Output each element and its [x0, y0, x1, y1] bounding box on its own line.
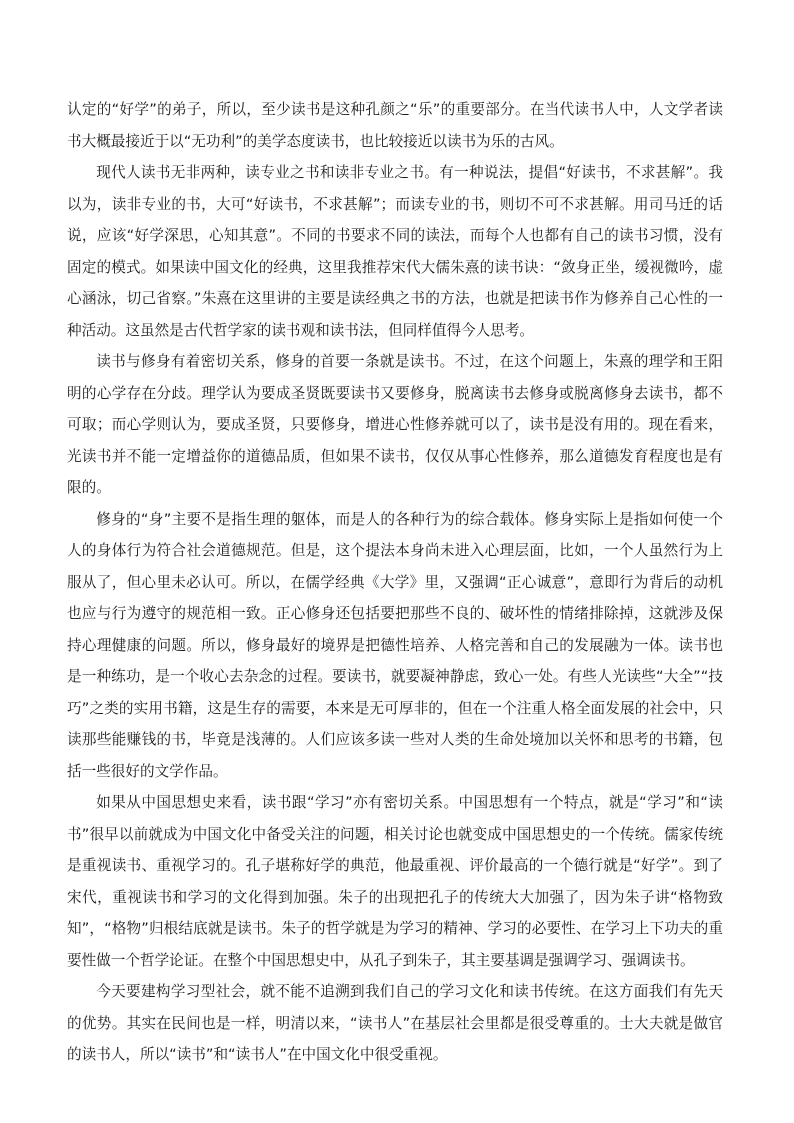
paragraph-4: 修身的“身”主要不是指生理的躯体，而是人的各种行为的综合载体。修身实际上是指如何使一个人的身体行为符合社会道德规范。但是，这个提法本身尚未进入心理层面，比如，一个人虽然行为上服从了，但心里未必认可。所以，在儒学经典《大学》里，又强调“正心诚意”，意即行为背后的动机也应与行为遵守的规范相一致。正心修身还包括要把那些不良的、破坏性的情绪排除掉，这就涉及保持心理健康的问题。所以，修身最好的境界是把德性培养、人格完善和自己的发展融为一体。读书也是一种练功，是一个收心去杂念的过程。要读书，就要凝神静虑，致心一处。有些人光读些“大全”“技巧”之类的实用书籍，这是生存的需要，本来是无可厚非的，但在一个注重人格全面发展的社会中，只读那些能赚钱的书，毕竟是浅薄的。人们应该多读一些对人类的生命处境加以关怀和思考的书籍，包括一些很好的文学作品。 — [67, 510, 723, 780]
document-body — [67, 94, 723, 1071]
paragraph-3: 读书与修身有着密切关系，修身的首要一条就是读书。不过，在这个问题上，朱熹的理学和王阳明的心学存在分歧。理学认为要成圣贤既要读书又要修身，脱离读书去修身或脱离修身去读书，都不可取；而心学则认为，要成圣贤，只要修身，增进心性修养就可以了，读书是没有用的。现在看来，光读书并不能一定增益你的道德品质，但如果不读书，仅仅从事心性修养，那么道德发育程度也是有限的。 — [67, 353, 723, 496]
paragraph-2: 现代人读书无非两种，读专业之书和读非专业之书。有一种说法，提倡“好读书，不求甚解”。我以为，读非专业的书，大可“好读书，不求甚解”；而读专业的书，则切不可不求甚解。用司马迁的话说，应该“好学深思，心知其意”。不同的书要求不同的读法，而每个人也都有自己的读书习惯，没有固定的模式。如果读中国文化的经典，这里我推荐宋代大儒朱熹的读书诀：“敛身正坐，缓视微吟，虚心涵泳，切己省察。”朱熹在这里讲的主要是读经典之书的方法，也就是把读书作为修养自己心性的一种活动。这虽然是古代哲学家的读书观和读书法，但同样值得今人思考。 — [67, 164, 723, 339]
paragraph-6: 今天要建构学习型社会，就不能不追溯到我们自己的学习文化和读书传统。在这方面我们有先天的优势。其实在民间也是一样，明清以来，“读书人”在基层社会里都是很受尊重的。士大夫就是做官的读书人，所以“读书”和“读书人”在中国文化中很受重视。 — [67, 983, 723, 1063]
paragraph-5: 如果从中国思想史来看，读书跟“学习”亦有密切关系。中国思想有一个特点，就是“学习”和“读书”很早以前就成为中国文化中备受关注的问题，相关讨论也就变成中国思想史的一个传统。儒家传统是重视读书、重视学习的。孔子堪称好学的典范，他最重视、评价最高的一个德行就是“好学”。到了宋代，重视读书和学习的文化得到加强。朱子的出现把孔子的传统大大加强了，因为朱子讲“格物致知”，“格物”归根结底就是读书。朱子的哲学就是为学习的精神、学习的必要性、在学习上下功夫的重要性做一个哲学论证。在整个中国思想史中，从孔子到朱子，其主要基调是强调学习、强调读书。 — [67, 794, 723, 969]
paragraph-1: 认定的“好学”的弟子，所以，至少读书是这种孔颜之“乐”的重要部分。在当代读书人中，人文学者读书大概最接近于以“无功利”的美学态度读书，也比较接近以读书为乐的古风。 — [67, 101, 723, 150]
